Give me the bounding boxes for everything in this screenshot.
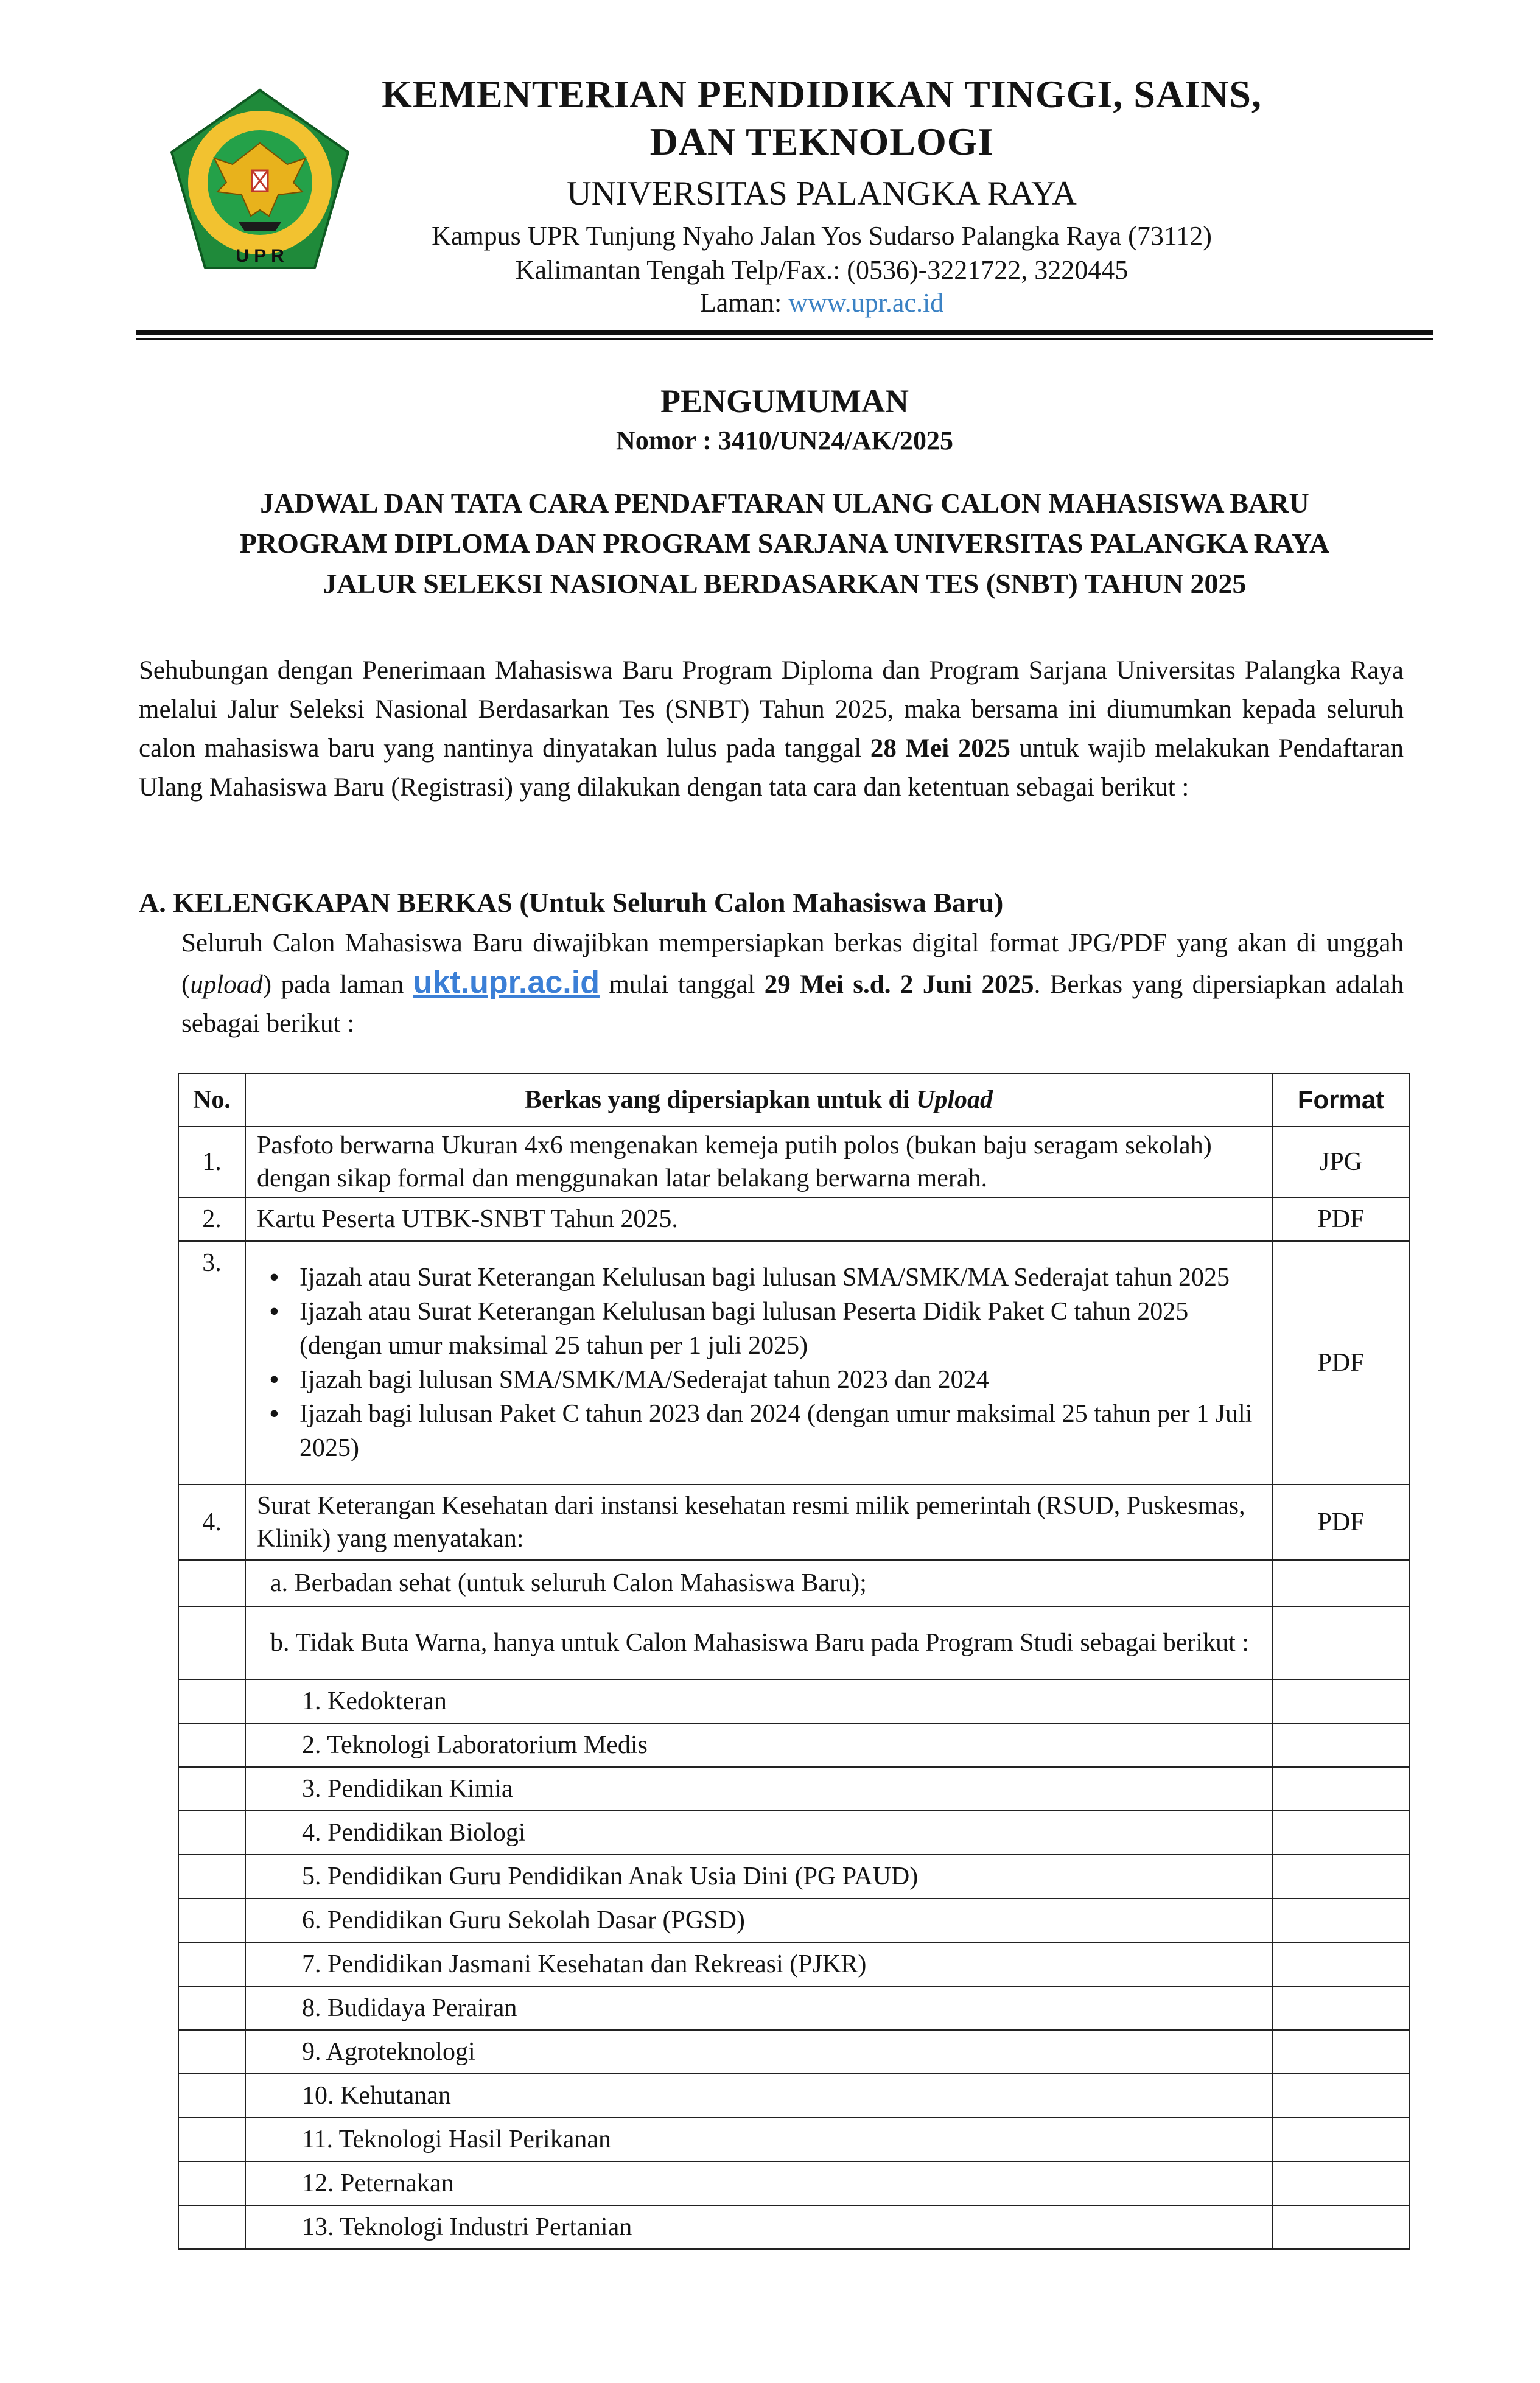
table-row	[178, 1679, 1410, 1723]
header-format: Format	[1272, 1073, 1410, 1127]
program-item: 10. Kehutanan	[245, 2074, 1272, 2118]
row-no: 4.	[178, 1485, 245, 1560]
table-row	[178, 1197, 1410, 1241]
empty-cell	[178, 1679, 245, 1723]
table-row	[178, 2161, 1410, 2205]
table-row	[178, 1898, 1410, 1942]
bullet-item: • Ijazah bagi lulusan Paket C tahun 2023 dan 2024 (dengan umur maksimal 25 tahun per 1 Juli 2025)	[299, 1397, 1261, 1465]
website-link[interactable]: www.upr.ac.id	[788, 288, 944, 318]
address-line-2: Kalimantan Tengah Telp/Fax.: (0536)-3221722, 3220445	[515, 255, 1129, 285]
section-a-text-3: mulai tanggal	[599, 970, 765, 999]
ministry-line-1: KEMENTERIAN PENDIDIKAN TINGGI, SAINS,	[382, 72, 1262, 116]
empty-cell	[1272, 2161, 1410, 2205]
empty-cell	[1272, 1811, 1410, 1855]
empty-cell	[178, 1855, 245, 1898]
bullet-item: • Ijazah atau Surat Keterangan Kelulusan bagi lulusan SMA/SMK/MA Sederajat tahun 2025	[299, 1261, 1261, 1295]
table-header-row	[178, 1073, 1410, 1127]
section-a-text-4: . Berkas yang dipersiapkan adalah sebagai berikut :	[181, 970, 1404, 1038]
row-bullets	[245, 1241, 1272, 1485]
row-text: Surat Keterangan Kesehatan dari instansi kesehatan resmi milik pemerintah (RSUD, Puskesmas, Klinik) yang menyatakan:	[245, 1485, 1272, 1560]
website-label: Laman:	[699, 288, 789, 318]
empty-cell	[1272, 1767, 1410, 1811]
empty-cell	[178, 1942, 245, 1986]
empty-cell	[178, 2074, 245, 2118]
program-item: 5. Pendidikan Guru Pendidikan Anak Usia Dini (PG PAUD)	[245, 1855, 1272, 1898]
table-row	[178, 1241, 1410, 1485]
sub-item-a: a. Berbadan sehat (untuk seluruh Calon Mahasiswa Baru);	[245, 1560, 1272, 1606]
date-range: 29 Mei s.d. 2 Juni 2025	[764, 970, 1034, 999]
address-line-1: Kampus UPR Tunjung Nyaho Jalan Yos Sudarso Palangka Raya (73112)	[432, 221, 1212, 251]
empty-cell	[1272, 1986, 1410, 2030]
row-format: PDF	[1272, 1241, 1410, 1485]
table-row	[178, 2118, 1410, 2161]
program-item: 13. Teknologi Industri Pertanian	[245, 2205, 1272, 2249]
empty-cell	[178, 1606, 245, 1679]
program-item: 6. Pendidikan Guru Sekolah Dasar (PGSD)	[245, 1898, 1272, 1942]
program-item: 2. Teknologi Laboratorium Medis	[245, 1723, 1272, 1767]
university-name: UNIVERSITAS PALANGKA RAYA	[567, 175, 1077, 212]
section-a-text-2: ) pada laman	[262, 970, 413, 999]
logo-bottom-text: U P R	[236, 246, 284, 266]
section-a-paragraph	[181, 924, 1404, 1043]
table-row	[178, 1606, 1410, 1679]
table-row	[178, 1767, 1410, 1811]
section-a-text-1: Seluruh Calon Mahasiswa Baru diwajibkan mempersiapkan berkas digital format JPG/PDF yang akan di unggah (	[181, 929, 1404, 999]
documents-table	[178, 1073, 1410, 2250]
sub-item-b: b. Tidak Buta Warna, hanya untuk Calon Mahasiswa Baru pada Program Studi sebagai berikut :	[245, 1606, 1272, 1679]
table-row	[178, 2074, 1410, 2118]
program-item: 12. Peternakan	[245, 2161, 1272, 2205]
empty-cell	[1272, 2118, 1410, 2161]
empty-cell	[178, 1811, 245, 1855]
table-row	[178, 1986, 1410, 2030]
bullet-item: • Ijazah bagi lulusan SMA/SMK/MA/Sederajat tahun 2023 dan 2024	[299, 1363, 1261, 1397]
section-a-heading: A. KELENGKAPAN BERKAS (Untuk Seluruh Calon Mahasiswa Baru)	[139, 887, 1004, 918]
empty-cell	[1272, 1898, 1410, 1942]
program-item: 7. Pendidikan Jasmani Kesehatan dan Rekreasi (PJKR)	[245, 1942, 1272, 1986]
upload-word: upload	[190, 970, 263, 999]
program-item: 11. Teknologi Hasil Perikanan	[245, 2118, 1272, 2161]
row-no: 2.	[178, 1197, 245, 1241]
ministry-line-2: DAN TEKNOLOGI	[649, 120, 994, 163]
empty-cell	[178, 1560, 245, 1606]
empty-cell	[178, 1986, 245, 2030]
empty-cell	[178, 2205, 245, 2249]
empty-cell	[1272, 1560, 1410, 1606]
empty-cell	[1272, 1606, 1410, 1679]
empty-cell	[1272, 2030, 1410, 2074]
header-berkas-text: Berkas yang dipersiapkan untuk di	[524, 1086, 917, 1114]
program-item: 8. Budidaya Perairan	[245, 1986, 1272, 2030]
program-item: 9. Agroteknologi	[245, 2030, 1272, 2074]
header-berkas-italic: Upload	[916, 1086, 993, 1114]
subject-line-3: JALUR SELEKSI NASIONAL BERDASARKAN TES (SNBT) TAHUN 2025	[323, 568, 1247, 599]
header-rule-thick	[136, 330, 1433, 335]
empty-cell	[178, 1723, 245, 1767]
bullet-item: • Ijazah atau Surat Keterangan Kelulusan bagi lulusan Peserta Didik Paket C tahun 2025 (dengan umur maksimal 25 tahun per 1 juli 2025)	[299, 1295, 1261, 1363]
table-row	[178, 2030, 1410, 2074]
intro-date: 28 Mei 2025	[870, 734, 1010, 763]
table-row	[178, 1560, 1410, 1606]
intro-text-1: Sehubungan dengan Penerimaan Mahasiswa Baru Program Diploma dan Program Sarjana Universitas Palangka Raya melalui Jalur Seleksi Nasional Berdasarkan Tes (SNBT) Tahun 2025, maka bersama ini diumumkan kepada seluruh calon mahasiswa baru yang nantinya dinyatakan lulus pada tanggal	[139, 656, 1404, 763]
empty-cell	[178, 2118, 245, 2161]
empty-cell	[178, 2161, 245, 2205]
subject-line-1: JADWAL DAN TATA CARA PENDAFTARAN ULANG CALON MAHASISWA BARU	[260, 488, 1309, 519]
table-row	[178, 1723, 1410, 1767]
announcement-title: PENGUMUMAN	[660, 383, 909, 419]
table-row	[178, 1485, 1410, 1560]
empty-cell	[1272, 2074, 1410, 2118]
empty-cell	[178, 1898, 245, 1942]
header-berkas	[245, 1073, 1272, 1127]
program-item: 3. Pendidikan Kimia	[245, 1767, 1272, 1811]
row-no: 1.	[178, 1127, 245, 1197]
table-row	[178, 1127, 1410, 1197]
empty-cell	[178, 1767, 245, 1811]
row-text: Kartu Peserta UTBK-SNBT Tahun 2025.	[245, 1197, 1272, 1241]
header-rule-thin	[136, 338, 1433, 340]
empty-cell	[178, 2030, 245, 2074]
empty-cell	[1272, 1679, 1410, 1723]
website-line	[365, 287, 1278, 318]
announcement-number: Nomor : 3410/UN24/AK/2025	[615, 425, 954, 455]
empty-cell	[1272, 1855, 1410, 1898]
row-format: JPG	[1272, 1127, 1410, 1197]
intro-paragraph	[139, 651, 1404, 807]
header-no: No.	[178, 1073, 245, 1127]
ukt-link[interactable]: ukt.upr.ac.id	[413, 965, 600, 1000]
empty-cell	[1272, 2205, 1410, 2249]
program-item: 4. Pendidikan Biologi	[245, 1811, 1272, 1855]
table-row	[178, 1855, 1410, 1898]
empty-cell	[1272, 1723, 1410, 1767]
university-logo	[159, 85, 360, 286]
row-text: Pasfoto berwarna Ukuran 4x6 mengenakan kemeja putih polos (bukan baju seragam sekolah) dengan sikap formal dan menggunakan latar belakang berwarna merah.	[245, 1127, 1272, 1197]
table-row	[178, 1942, 1410, 1986]
intro-text-2: untuk wajib melakukan Pendaftaran Ulang Mahasiswa Baru (Registrasi) yang dilakukan dengan tata cara dan ketentuan sebagai berikut :	[139, 734, 1404, 802]
table-row	[178, 2205, 1410, 2249]
program-item: 1. Kedokteran	[245, 1679, 1272, 1723]
table-row	[178, 1811, 1410, 1855]
subject-line-2: PROGRAM DIPLOMA DAN PROGRAM SARJANA UNIVERSITAS PALANGKA RAYA	[239, 528, 1330, 559]
empty-cell	[1272, 1942, 1410, 1986]
row-format: PDF	[1272, 1485, 1410, 1560]
row-no: 3.	[178, 1241, 245, 1485]
row-format: PDF	[1272, 1197, 1410, 1241]
